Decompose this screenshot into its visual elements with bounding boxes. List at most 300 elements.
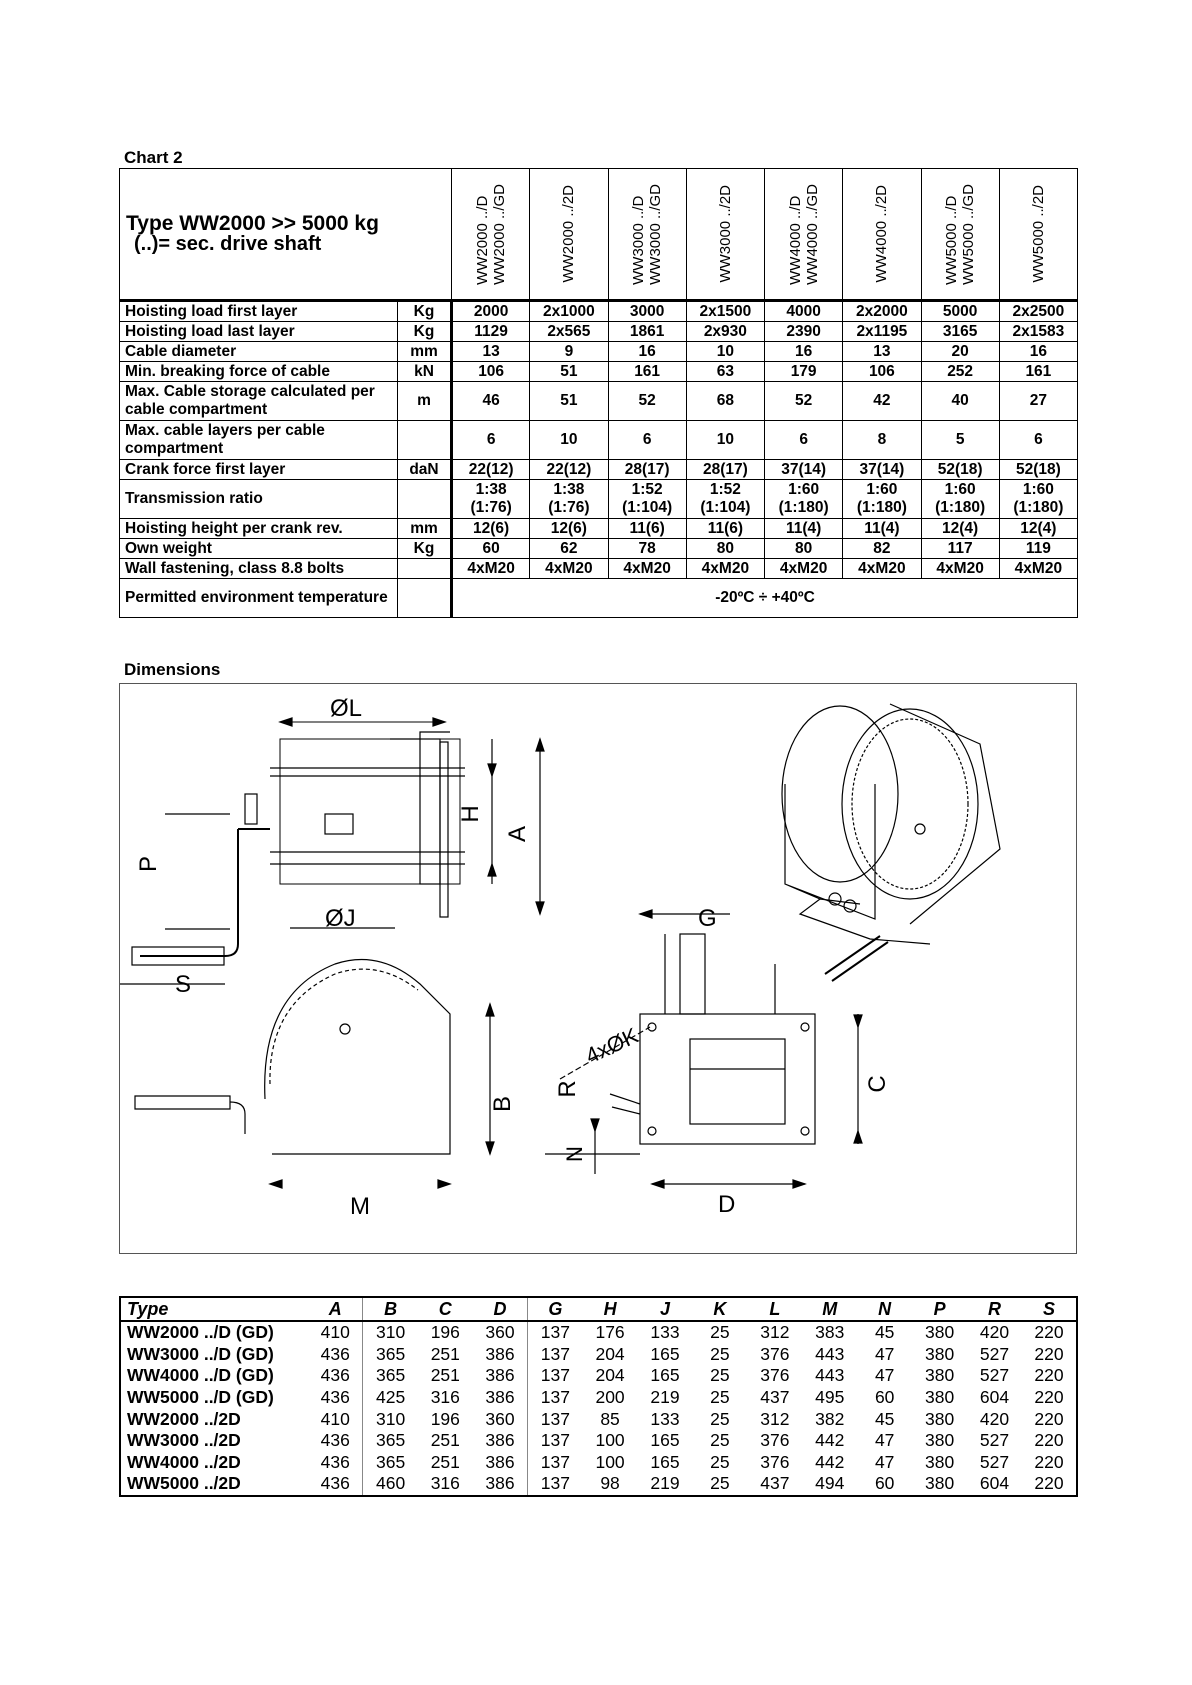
spec-cell: 60 xyxy=(452,539,530,559)
spec-row-label: Hoisting load last layer xyxy=(120,322,398,342)
label-A: A xyxy=(504,825,531,843)
spec-cell-line2: (1:104) xyxy=(700,499,751,516)
spec-row xyxy=(120,301,1078,322)
spec-row xyxy=(120,322,1078,342)
chart2-title: Chart 2 xyxy=(124,148,183,167)
dims-cell: 442 xyxy=(815,1451,845,1472)
dims-cell: 386 xyxy=(485,1365,515,1386)
dims-cell: 312 xyxy=(760,1322,790,1343)
spec-title xyxy=(120,169,452,301)
model-header-wrap xyxy=(843,170,920,298)
spec-row-unit: m xyxy=(398,382,452,421)
dims-cell: 527 xyxy=(979,1430,1010,1451)
dims-cell: 137 xyxy=(528,1430,583,1452)
spec-cell: 10 xyxy=(530,421,608,460)
dims-row xyxy=(120,1452,1077,1474)
spec-cell: 22(12) xyxy=(452,460,530,480)
dims-cell: 436 xyxy=(320,1473,350,1494)
dims-cell: 98 xyxy=(600,1473,620,1494)
dims-cell: 380 xyxy=(925,1387,955,1408)
spec-cell xyxy=(921,480,999,519)
spec-row-unit: kN xyxy=(398,362,452,382)
label-K: 4xØK xyxy=(581,1022,642,1069)
dims-row xyxy=(120,1408,1077,1430)
dims-cell: 443 xyxy=(815,1343,845,1364)
spec-cell: 6 xyxy=(765,421,843,460)
model-name: WW5000 ../D WW5000 ../GD xyxy=(943,183,978,285)
spec-cell: 161 xyxy=(608,362,686,382)
spec-row-unit: mm xyxy=(398,342,452,362)
dims-cell: 365 xyxy=(363,1430,418,1452)
spec-cell-line1: 1:60 xyxy=(866,481,898,498)
dimension-drawing xyxy=(119,683,1077,1254)
dims-cell: 604 xyxy=(979,1387,1010,1408)
model-name: WW3000 ../D WW3000 ../GD xyxy=(630,183,665,285)
spec-cell: 4xM20 xyxy=(608,559,686,579)
dims-header: P xyxy=(912,1297,967,1321)
dims-cell: 437 xyxy=(760,1473,790,1494)
dims-cell: 376 xyxy=(760,1365,790,1386)
spec-cell: 27 xyxy=(999,382,1077,421)
model-header-wrap xyxy=(922,170,999,298)
dims-header: K xyxy=(692,1297,747,1321)
dims-cell: 25 xyxy=(710,1343,730,1364)
dims-cell: 220 xyxy=(1034,1343,1064,1364)
spec-cell: 119 xyxy=(999,539,1077,559)
model-header xyxy=(452,169,530,301)
dims-cell: 196 xyxy=(430,1322,460,1343)
spec-cell-line1: 1:60 xyxy=(944,481,976,498)
spec-cell: 12(4) xyxy=(999,519,1077,539)
dims-row xyxy=(120,1344,1077,1366)
dims-header: B xyxy=(363,1297,418,1321)
spec-row-label: Hoisting height per crank rev. xyxy=(120,519,398,539)
dims-cell: 100 xyxy=(595,1430,625,1451)
spec-cell: 11(6) xyxy=(608,519,686,539)
spec-cell xyxy=(765,480,843,519)
dims-type: WW3000 ../D (GD) xyxy=(127,1343,274,1364)
spec-cell: 2x2000 xyxy=(843,301,921,322)
dims-cell: 251 xyxy=(430,1430,460,1451)
model-name: WW5000 ../2D xyxy=(1029,185,1047,283)
dims-cell: 442 xyxy=(815,1430,845,1451)
spec-cell: 252 xyxy=(921,362,999,382)
dims-type: WW3000 ../2D xyxy=(127,1430,241,1451)
spec-cell xyxy=(999,480,1077,519)
model-name: WW4000 ../D WW4000 ../GD xyxy=(786,183,821,285)
dims-cell: 380 xyxy=(925,1322,955,1343)
model-header xyxy=(608,169,686,301)
dims-cell: 45 xyxy=(874,1408,895,1429)
model-header xyxy=(843,169,921,301)
spec-cell: 8 xyxy=(843,421,921,460)
spec-row-unit: mm xyxy=(398,519,452,539)
dims-header: H xyxy=(583,1297,638,1321)
dims-cell: 219 xyxy=(650,1387,680,1408)
dims-cell: 137 xyxy=(528,1408,583,1430)
spec-cell: 12(4) xyxy=(921,519,999,539)
spec-cell: 9 xyxy=(530,342,608,362)
label-P: P xyxy=(135,855,162,873)
dims-cell: 45 xyxy=(874,1322,895,1343)
dims-cell: 25 xyxy=(710,1322,730,1343)
spec-cell: 12(6) xyxy=(452,519,530,539)
dims-cell: 137 xyxy=(528,1321,583,1344)
dims-cell: 204 xyxy=(595,1343,625,1364)
spec-row-unit: Kg xyxy=(398,539,452,559)
dims-cell: 137 xyxy=(528,1365,583,1387)
spec-cell: 106 xyxy=(452,362,530,382)
dims-cell: 137 xyxy=(528,1387,583,1409)
dims-cell: 386 xyxy=(485,1343,515,1364)
dims-cell: 220 xyxy=(1034,1430,1064,1451)
dims-header: N xyxy=(857,1297,912,1321)
label-G: G xyxy=(698,905,717,932)
spec-cell: 52(18) xyxy=(921,460,999,480)
label-B: B xyxy=(489,1095,516,1113)
spec-cell xyxy=(608,480,686,519)
dims-cell: 137 xyxy=(528,1452,583,1474)
spec-cell-line1: 1:38 xyxy=(553,481,585,498)
spec-cell xyxy=(452,480,530,519)
spec-cell: 51 xyxy=(530,382,608,421)
spec-cell: 37(14) xyxy=(765,460,843,480)
spec-cell-line2: (1:76) xyxy=(470,499,512,516)
spec-cell-line1: 1:52 xyxy=(631,481,663,498)
dims-cell: 365 xyxy=(363,1365,418,1387)
dims-cell: 204 xyxy=(595,1365,625,1386)
dims-cell: 60 xyxy=(874,1387,895,1408)
model-name: WW3000 ../2D xyxy=(716,185,734,283)
spec-cell-line2: (1:180) xyxy=(856,499,907,516)
spec-cell: 6 xyxy=(452,421,530,460)
spec-cell: 68 xyxy=(686,382,764,421)
spec-cell: 11(4) xyxy=(765,519,843,539)
model-header-wrap xyxy=(687,170,764,298)
dims-header: R xyxy=(967,1297,1022,1321)
dims-cell: 200 xyxy=(595,1387,625,1408)
spec-cell: 117 xyxy=(921,539,999,559)
spec-cell: 4000 xyxy=(765,301,843,322)
spec-table xyxy=(119,168,1078,618)
spec-cell: 2x565 xyxy=(530,322,608,342)
dims-header: Type xyxy=(120,1297,308,1321)
spec-cell: 13 xyxy=(452,342,530,362)
spec-cell: 16 xyxy=(765,342,843,362)
dims-cell: 60 xyxy=(874,1473,895,1494)
dims-cell: 251 xyxy=(430,1365,460,1386)
dims-cell: 443 xyxy=(815,1365,845,1386)
spec-cell: 16 xyxy=(999,342,1077,362)
spec-cell: 28(17) xyxy=(608,460,686,480)
dims-type: WW4000 ../2D xyxy=(127,1451,241,1472)
dims-cell: 410 xyxy=(320,1322,350,1343)
dims-cell: 436 xyxy=(320,1430,350,1451)
label-J: ØJ xyxy=(325,905,356,932)
spec-row-label: Crank force first layer xyxy=(120,460,398,480)
dims-cell: 380 xyxy=(925,1430,955,1451)
spec-cell-line1: 1:38 xyxy=(475,481,507,498)
spec-cell: 80 xyxy=(686,539,764,559)
model-header-wrap xyxy=(452,170,529,298)
dims-header: S xyxy=(1022,1297,1077,1321)
spec-row xyxy=(120,362,1078,382)
dims-cell: 420 xyxy=(979,1322,1010,1343)
spec-cell: 62 xyxy=(530,539,608,559)
spec-cell: 80 xyxy=(765,539,843,559)
spec-row-label: Hoisting load first layer xyxy=(120,301,398,322)
dims-type: WW4000 ../D (GD) xyxy=(127,1365,274,1386)
dims-cell: 386 xyxy=(485,1387,515,1408)
spec-cell: 2390 xyxy=(765,322,843,342)
dims-cell: 85 xyxy=(600,1408,620,1429)
dims-cell: 310 xyxy=(363,1321,418,1344)
spec-cell: 11(4) xyxy=(843,519,921,539)
perspective-view xyxy=(782,704,1000,981)
dims-cell: 137 xyxy=(528,1473,583,1496)
winch-drawing xyxy=(120,684,1076,1253)
spec-cell: 6 xyxy=(608,421,686,460)
dims-cell: 360 xyxy=(485,1322,515,1343)
spec-cell: 16 xyxy=(608,342,686,362)
spec-row xyxy=(120,480,1078,519)
dims-cell: 380 xyxy=(925,1343,955,1364)
env-unit xyxy=(398,579,452,618)
model-name: WW2000 ../2D xyxy=(560,185,578,283)
spec-cell: 12(6) xyxy=(530,519,608,539)
dims-row xyxy=(120,1365,1077,1387)
spec-cell: 10 xyxy=(686,421,764,460)
spec-row-unit xyxy=(398,559,452,579)
dims-header: G xyxy=(528,1297,583,1321)
spec-cell: 51 xyxy=(530,362,608,382)
dims-cell: 527 xyxy=(979,1365,1010,1386)
spec-cell: 2x930 xyxy=(686,322,764,342)
spec-cell: 2x1500 xyxy=(686,301,764,322)
dimensions-table xyxy=(119,1296,1078,1497)
dims-cell: 386 xyxy=(485,1451,515,1472)
spec-row-label: Min. breaking force of cable xyxy=(120,362,398,382)
env-value: -20ºC ÷ +40ºC xyxy=(452,579,1078,618)
spec-cell: 161 xyxy=(999,362,1077,382)
spec-cell: 42 xyxy=(843,382,921,421)
dims-cell: 47 xyxy=(874,1430,895,1451)
dims-cell: 312 xyxy=(760,1408,790,1429)
dims-header: A xyxy=(308,1297,363,1321)
dims-cell: 165 xyxy=(650,1343,680,1364)
model-name: WW4000 ../2D xyxy=(873,185,891,283)
spec-cell: 2x1195 xyxy=(843,322,921,342)
dims-cell: 219 xyxy=(650,1473,680,1494)
dims-cell: 165 xyxy=(650,1430,680,1451)
dims-cell: 47 xyxy=(874,1451,895,1472)
dims-cell: 25 xyxy=(710,1451,730,1472)
label-D: D xyxy=(718,1191,736,1218)
label-R: R xyxy=(554,1080,581,1098)
dims-cell: 365 xyxy=(363,1452,418,1474)
spec-row xyxy=(120,421,1078,460)
spec-cell: 4xM20 xyxy=(452,559,530,579)
spec-row-label: Transmission ratio xyxy=(120,480,398,519)
spec-subtitle: (..)= sec. drive shaft xyxy=(134,233,322,255)
spec-cell xyxy=(843,480,921,519)
spec-cell: 78 xyxy=(608,539,686,559)
dims-cell: 47 xyxy=(874,1343,895,1364)
model-header xyxy=(530,169,608,301)
dims-cell: 386 xyxy=(485,1473,515,1494)
spec-cell-line2: (1:180) xyxy=(935,499,986,516)
dims-row xyxy=(120,1473,1077,1496)
spec-cell: 11(6) xyxy=(686,519,764,539)
spec-cell: 63 xyxy=(686,362,764,382)
spec-cell: 2000 xyxy=(452,301,530,322)
dims-cell: 251 xyxy=(430,1451,460,1472)
spec-cell xyxy=(530,480,608,519)
dims-cell: 220 xyxy=(1034,1451,1064,1472)
spec-cell: 52 xyxy=(608,382,686,421)
model-name: WW2000 ../D WW2000 ../GD xyxy=(473,183,508,285)
dims-cell: 176 xyxy=(595,1322,625,1343)
spec-row xyxy=(120,342,1078,362)
model-header xyxy=(999,169,1077,301)
spec-row xyxy=(120,539,1078,559)
dims-header: L xyxy=(747,1297,802,1321)
spec-cell: 4xM20 xyxy=(765,559,843,579)
spec-cell-line2: (1:76) xyxy=(548,499,590,516)
dims-cell: 165 xyxy=(650,1451,680,1472)
dims-cell: 425 xyxy=(363,1387,418,1409)
spec-cell: 37(14) xyxy=(843,460,921,480)
dims-cell: 25 xyxy=(710,1408,730,1429)
env-label: Permitted environment temperature xyxy=(120,579,398,618)
spec-cell: 5000 xyxy=(921,301,999,322)
spec-row xyxy=(120,382,1078,421)
dims-row xyxy=(120,1430,1077,1452)
dims-cell: 220 xyxy=(1034,1365,1064,1386)
dims-cell: 437 xyxy=(760,1387,790,1408)
spec-row xyxy=(120,559,1078,579)
spec-cell-line2: (1:180) xyxy=(778,499,829,516)
dims-cell: 133 xyxy=(650,1408,680,1429)
dims-cell: 25 xyxy=(710,1430,730,1451)
dims-cell: 137 xyxy=(528,1344,583,1366)
dims-cell: 495 xyxy=(815,1387,845,1408)
spec-cell: 179 xyxy=(765,362,843,382)
label-N: N xyxy=(562,1146,587,1162)
dims-row xyxy=(120,1321,1077,1344)
spec-cell: 52 xyxy=(765,382,843,421)
dims-cell: 220 xyxy=(1034,1408,1064,1429)
spec-cell: 22(12) xyxy=(530,460,608,480)
spec-cell: 6 xyxy=(999,421,1077,460)
dims-cell: 380 xyxy=(925,1408,955,1429)
spec-cell: 2x2500 xyxy=(999,301,1077,322)
spec-row-environment xyxy=(120,579,1078,618)
dims-type: WW5000 ../2D xyxy=(127,1473,241,1494)
spec-row-label: Max. Cable storage calculated per cable compartment xyxy=(120,382,398,421)
spec-cell-line1: 1:60 xyxy=(788,481,820,498)
spec-cell xyxy=(686,480,764,519)
dims-cell: 25 xyxy=(710,1387,730,1408)
dims-cell: 382 xyxy=(815,1408,845,1429)
dims-cell: 220 xyxy=(1034,1473,1064,1494)
dims-cell: 316 xyxy=(430,1473,460,1494)
spec-cell: 46 xyxy=(452,382,530,421)
spec-cell: 52(18) xyxy=(999,460,1077,480)
dims-cell: 165 xyxy=(650,1365,680,1386)
spec-cell: 2x1000 xyxy=(530,301,608,322)
dims-cell: 494 xyxy=(815,1473,845,1494)
spec-cell: 4xM20 xyxy=(530,559,608,579)
spec-cell: 5 xyxy=(921,421,999,460)
top-view xyxy=(120,718,544,984)
spec-cell: 4xM20 xyxy=(686,559,764,579)
dims-cell: 436 xyxy=(320,1387,350,1408)
spec-cell: 3165 xyxy=(921,322,999,342)
dims-cell: 25 xyxy=(710,1365,730,1386)
spec-title-text: Type WW2000 >> 5000 kg xyxy=(126,212,379,235)
dims-cell: 376 xyxy=(760,1430,790,1451)
dims-cell: 604 xyxy=(979,1473,1010,1494)
dims-header: D xyxy=(473,1297,528,1321)
dims-cell: 196 xyxy=(430,1408,460,1429)
model-header-wrap xyxy=(765,170,842,298)
dims-cell: 527 xyxy=(979,1343,1010,1364)
dims-cell: 410 xyxy=(320,1408,350,1429)
spec-cell: 2x1583 xyxy=(999,322,1077,342)
dims-cell: 100 xyxy=(595,1451,625,1472)
dims-header: M xyxy=(802,1297,857,1321)
dims-header: C xyxy=(418,1297,473,1321)
dims-cell: 133 xyxy=(650,1322,680,1343)
dims-cell: 380 xyxy=(925,1365,955,1386)
label-M: M xyxy=(350,1193,370,1220)
label-L: ØL xyxy=(330,695,363,722)
dims-cell: 365 xyxy=(363,1344,418,1366)
dims-cell: 420 xyxy=(979,1408,1010,1429)
label-H: H xyxy=(457,805,484,823)
dims-cell: 383 xyxy=(815,1322,845,1343)
dims-type: WW2000 ../2D xyxy=(127,1408,241,1429)
spec-row xyxy=(120,519,1078,539)
model-header-wrap xyxy=(609,170,686,298)
spec-row-unit xyxy=(398,421,452,460)
spec-row-label: Max. cable layers per cable compartment xyxy=(120,421,398,460)
dimensions-title: Dimensions xyxy=(124,660,221,679)
label-C: C xyxy=(864,1075,891,1093)
dims-row xyxy=(120,1387,1077,1409)
dims-cell: 380 xyxy=(925,1451,955,1472)
spec-cell: 1129 xyxy=(452,322,530,342)
dims-cell: 47 xyxy=(874,1365,895,1386)
model-header xyxy=(765,169,843,301)
spec-cell: 40 xyxy=(921,382,999,421)
spec-row-unit: daN xyxy=(398,460,452,480)
spec-cell: 4xM20 xyxy=(999,559,1077,579)
spec-cell-line2: (1:180) xyxy=(1013,499,1064,516)
dims-cell: 460 xyxy=(363,1473,418,1496)
spec-row-label: Wall fastening, class 8.8 bolts xyxy=(120,559,398,579)
dims-cell: 386 xyxy=(485,1430,515,1451)
model-header-wrap xyxy=(530,170,607,298)
spec-cell: 13 xyxy=(843,342,921,362)
spec-row-unit xyxy=(398,480,452,519)
dims-cell: 251 xyxy=(430,1343,460,1364)
dims-cell: 376 xyxy=(760,1451,790,1472)
spec-cell: 106 xyxy=(843,362,921,382)
dims-cell: 220 xyxy=(1034,1387,1064,1408)
model-header xyxy=(921,169,999,301)
